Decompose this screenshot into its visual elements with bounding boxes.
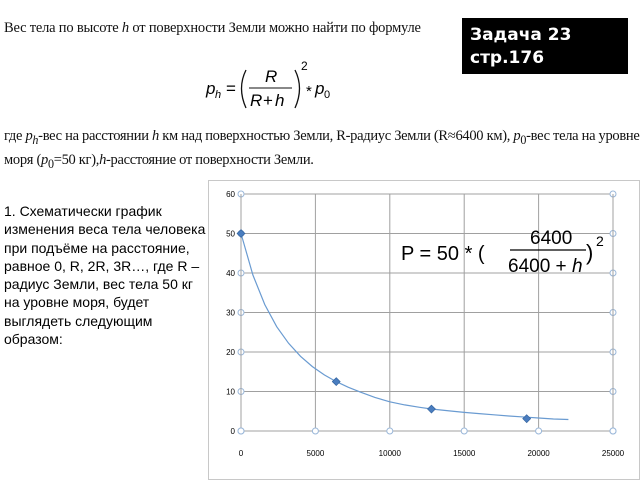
y-tick-label: 60 bbox=[226, 190, 235, 199]
x-grid-dot bbox=[238, 428, 244, 434]
chart-formula-close: ) bbox=[586, 240, 594, 265]
definition-s5: =50 кг), bbox=[53, 151, 100, 168]
definition-p0-sub: 0 bbox=[520, 132, 527, 147]
formula-left-paren bbox=[242, 70, 247, 108]
x-tick-label: 5000 bbox=[306, 449, 325, 458]
definition-text bbox=[4, 126, 640, 174]
definition-p0b: p bbox=[41, 151, 48, 168]
weight-chart bbox=[208, 180, 640, 480]
intro-part2: от поверхности Земли можно найти по формуле bbox=[128, 20, 421, 36]
definition-s1: где bbox=[4, 128, 26, 144]
chart-formula-lhs: P = 50 * ( bbox=[401, 243, 485, 265]
x-grid-dot bbox=[610, 428, 616, 434]
x-tick-label: 10000 bbox=[378, 449, 401, 458]
x-tick-label: 0 bbox=[238, 449, 244, 458]
y-tick-label: 40 bbox=[226, 269, 235, 278]
chart-formula-denominator-h: h bbox=[572, 256, 583, 277]
definition-s6: -расстояние от поверхности Земли. bbox=[106, 151, 314, 168]
definition-s3: км над поверхностью Земли, R-радиус Земли (R≈6400 км), bbox=[158, 128, 514, 144]
definition-ph: p bbox=[25, 128, 33, 144]
definition-p0: p bbox=[513, 128, 521, 144]
chart-formula-denominator: 6400 + bbox=[508, 256, 567, 277]
intro-text bbox=[4, 20, 456, 37]
y-tick-label: 20 bbox=[226, 348, 235, 357]
formula-right-paren bbox=[295, 70, 300, 108]
definition-p0b-sub: 0 bbox=[47, 156, 54, 171]
formula-denominator-h: h bbox=[275, 91, 285, 110]
formula-p0-sub: 0 bbox=[324, 89, 331, 101]
formula-equals: = bbox=[226, 79, 236, 98]
definition-s4: -вес тела на уровне моря ( bbox=[4, 128, 640, 168]
formula-exponent: 2 bbox=[301, 59, 308, 73]
x-grid-dot bbox=[312, 428, 318, 434]
weight-formula bbox=[202, 56, 382, 122]
formula-times: * bbox=[306, 83, 312, 100]
intro-part1: Вес тела по высоте bbox=[4, 20, 122, 36]
intro-var-h: h bbox=[121, 20, 129, 36]
chart-formula-exponent: 2 bbox=[596, 233, 604, 249]
task-badge bbox=[462, 18, 628, 74]
y-tick-label: 0 bbox=[230, 427, 235, 436]
chart-formula-numerator: 6400 bbox=[530, 228, 573, 249]
definition-ph-sub: h bbox=[32, 132, 39, 147]
y-tick-label: 50 bbox=[226, 229, 235, 239]
definition-s2: -вес на расстоянии bbox=[38, 128, 152, 144]
formula-lhs: p bbox=[206, 79, 216, 98]
x-tick-label: 20000 bbox=[527, 449, 550, 458]
x-grid-dot bbox=[387, 428, 393, 434]
formula-numerator: R bbox=[265, 67, 278, 86]
explanation-note: 1. Схематически график изменения веса тела человека при подъёме на расстояние, равное 0, R, 2R, 3R…, где R – радиус Земли, вес тела 50 кг на уровне моря, будет выглядеть следующим образом: bbox=[4, 203, 206, 348]
chart-frame bbox=[209, 181, 640, 480]
x-tick-label: 25000 bbox=[601, 449, 625, 458]
formula-lhs-sub: h bbox=[215, 89, 222, 101]
x-grid-dot bbox=[536, 428, 542, 434]
y-tick-label: 10 bbox=[226, 387, 235, 397]
task-number: Задача 23 bbox=[470, 25, 572, 45]
definition-h2: h bbox=[99, 151, 107, 168]
formula-denominator-plus: + bbox=[263, 91, 273, 110]
formula-p0: p bbox=[315, 79, 325, 98]
chart-svg bbox=[208, 180, 640, 480]
task-page: стр.176 bbox=[470, 48, 545, 68]
x-tick-label: 15000 bbox=[453, 449, 476, 458]
y-tick-label: 30 bbox=[226, 308, 235, 318]
x-grid-dot bbox=[461, 428, 467, 434]
definition-h1: h bbox=[152, 128, 159, 144]
formula-denominator-r: R bbox=[250, 91, 263, 110]
